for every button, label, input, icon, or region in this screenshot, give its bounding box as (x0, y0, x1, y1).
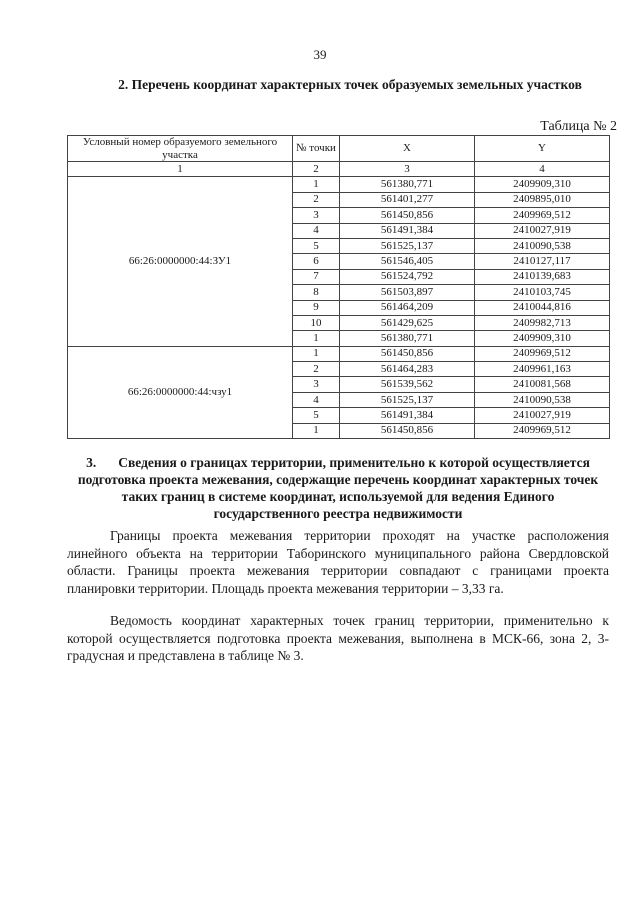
point-number-cell: 6 (293, 254, 340, 269)
section-3-heading (67, 454, 609, 522)
x-coordinate-cell: 561546,405 (340, 254, 475, 269)
x-coordinate-cell: 561491,384 (340, 223, 475, 238)
index-cell: 2 (293, 162, 340, 177)
header-point: № точки (293, 136, 340, 162)
y-coordinate-cell: 2409909,310 (475, 331, 610, 346)
index-cell: 3 (340, 162, 475, 177)
x-coordinate-cell: 561464,209 (340, 300, 475, 315)
x-coordinate-cell: 561491,384 (340, 408, 475, 423)
point-number-cell: 9 (293, 300, 340, 315)
x-coordinate-cell: 561450,856 (340, 346, 475, 361)
x-coordinate-cell: 561524,792 (340, 269, 475, 284)
x-coordinate-cell: 561450,856 (340, 423, 475, 438)
point-number-cell: 1 (293, 331, 340, 346)
y-coordinate-cell: 2410090,538 (475, 392, 610, 407)
section-2-heading: 2. Перечень координат характерных точек образуемых земельных участков (118, 77, 582, 92)
x-coordinate-cell: 561401,277 (340, 192, 475, 207)
parcel-number-cell: 66:26:0000000:44:ЗУ1 (68, 177, 293, 346)
x-coordinate-cell: 561525,137 (340, 238, 475, 253)
x-coordinate-cell: 561464,283 (340, 362, 475, 377)
x-coordinate-cell: 561450,856 (340, 208, 475, 223)
point-number-cell: 5 (293, 408, 340, 423)
table-caption: Таблица № 2 (540, 119, 617, 134)
paragraph-territory-boundaries: Границы проекта межевания территории проходят на участке расположения линейного объекта на территории Таборинского муниципального района Свердловской области. Границы проекта межевания территории совпадают с границами проекта планировки территории. Площадь проекта межевания территории – 3,33 га. (67, 528, 609, 596)
y-coordinate-cell: 2410027,919 (475, 408, 610, 423)
point-number-cell: 1 (293, 423, 340, 438)
point-number-cell: 10 (293, 315, 340, 330)
y-coordinate-cell: 2409961,163 (475, 362, 610, 377)
y-coordinate-cell: 2410103,745 (475, 285, 610, 300)
table-index-row (68, 162, 610, 177)
coordinates-table (67, 135, 610, 439)
parcel-number-cell: 66:26:0000000:44:чзу1 (68, 346, 293, 438)
table-body (68, 177, 610, 439)
table-header-row (68, 136, 610, 162)
y-coordinate-cell: 2409969,512 (475, 423, 610, 438)
table-row (68, 177, 610, 192)
point-number-cell: 1 (293, 177, 340, 192)
y-coordinate-cell: 2409982,713 (475, 315, 610, 330)
y-coordinate-cell: 2410027,919 (475, 223, 610, 238)
index-cell: 4 (475, 162, 610, 177)
x-coordinate-cell: 561503,897 (340, 285, 475, 300)
y-coordinate-cell: 2409969,512 (475, 208, 610, 223)
y-coordinate-cell: 2410127,117 (475, 254, 610, 269)
point-number-cell: 8 (293, 285, 340, 300)
point-number-cell: 5 (293, 238, 340, 253)
point-number-cell: 7 (293, 269, 340, 284)
point-number-cell: 2 (293, 192, 340, 207)
point-number-cell: 4 (293, 392, 340, 407)
x-coordinate-cell: 561380,771 (340, 331, 475, 346)
y-coordinate-cell: 2409909,310 (475, 177, 610, 192)
point-number-cell: 1 (293, 346, 340, 361)
y-coordinate-cell: 2410044,816 (475, 300, 610, 315)
x-coordinate-cell: 561539,562 (340, 377, 475, 392)
header-parcel: Условный номер образуемого земельного участка (68, 136, 293, 162)
section-3-title: Сведения о границах территории, применительно к которой осуществляется подготовка проекта межевания, содержащие перечень координат характерных точек таких границ в системе координат, используемой для ведения Единого государственного реестра недвижимости (77, 455, 599, 521)
y-coordinate-cell: 2409969,512 (475, 346, 610, 361)
y-coordinate-cell: 2410090,538 (475, 238, 610, 253)
point-number-cell: 3 (293, 208, 340, 223)
x-coordinate-cell: 561380,771 (340, 177, 475, 192)
header-x: X (340, 136, 475, 162)
paragraph-coordinates-statement: Ведомость координат характерных точек границ территории, применительно к которой осуществляется подготовка проекта межевания, выполнена в МСК-66, зона 2, 3-градусная и представлена в таблице № 3. (67, 613, 609, 663)
x-coordinate-cell: 561525,137 (340, 392, 475, 407)
table-row (68, 346, 610, 361)
x-coordinate-cell: 561429,625 (340, 315, 475, 330)
point-number-cell: 3 (293, 377, 340, 392)
point-number-cell: 4 (293, 223, 340, 238)
y-coordinate-cell: 2409895,010 (475, 192, 610, 207)
page-number: 39 (313, 47, 327, 62)
header-y: Y (475, 136, 610, 162)
index-cell: 1 (68, 162, 293, 177)
point-number-cell: 2 (293, 362, 340, 377)
y-coordinate-cell: 2410139,683 (475, 269, 610, 284)
section-3-number: 3. (86, 455, 97, 470)
y-coordinate-cell: 2410081,568 (475, 377, 610, 392)
